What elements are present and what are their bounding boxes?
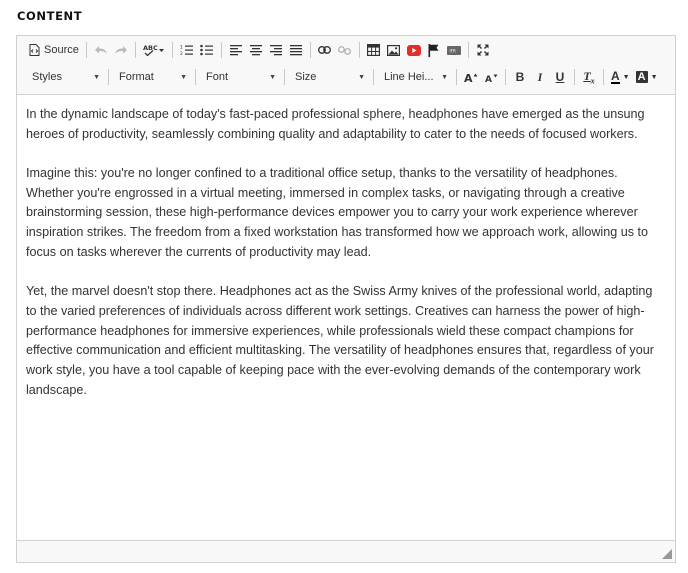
increase-font-icon bbox=[464, 72, 478, 83]
toolbar-separator bbox=[468, 42, 469, 58]
align-right-icon bbox=[270, 45, 282, 56]
maximize-button[interactable] bbox=[473, 39, 493, 61]
toolbar-separator bbox=[456, 69, 457, 85]
chevron-down-icon: ▼ bbox=[441, 73, 448, 81]
image-button[interactable] bbox=[384, 39, 404, 61]
toolbar-separator bbox=[284, 69, 285, 85]
background-color-icon bbox=[636, 71, 648, 83]
align-center-icon bbox=[250, 45, 262, 56]
svg-text:IFR: IFR bbox=[449, 47, 456, 53]
decrease-font-icon bbox=[485, 72, 498, 83]
text-color-label: A bbox=[611, 69, 620, 83]
spellcheck-button[interactable] bbox=[140, 39, 168, 61]
chevron-down-icon: ▼ bbox=[93, 73, 100, 81]
undo-button[interactable] bbox=[91, 39, 111, 61]
rich-text-editor bbox=[16, 35, 676, 563]
toolbar-separator bbox=[195, 69, 196, 85]
youtube-button[interactable] bbox=[404, 39, 424, 61]
align-right-button[interactable] bbox=[266, 39, 286, 61]
remove-format-label: T bbox=[583, 68, 591, 83]
source-label: Source bbox=[44, 44, 79, 56]
styles-dropdown-label: Styles bbox=[32, 71, 62, 83]
toolbar-separator bbox=[221, 42, 222, 58]
svg-text:A: A bbox=[484, 74, 492, 83]
maximize-icon bbox=[477, 44, 489, 56]
image-icon bbox=[387, 45, 400, 56]
format-dropdown-label: Format bbox=[119, 71, 154, 83]
bold-label: B bbox=[515, 70, 525, 84]
content-paragraph: In the dynamic landscape of today's fast-paced professional sphere, headphones have emerged as the unsung heroes of productivity, seamlessly combining quality and adaptability to cater to the needs of focused workers. bbox=[26, 107, 645, 141]
align-left-button[interactable] bbox=[226, 39, 246, 61]
iframe-button[interactable] bbox=[444, 39, 464, 61]
table-icon bbox=[367, 44, 380, 56]
numbered-list-icon bbox=[180, 44, 193, 56]
remove-format-icon bbox=[583, 69, 594, 85]
toolbar-separator bbox=[359, 42, 360, 58]
chevron-down-icon: ▼ bbox=[358, 73, 365, 81]
svg-text:ABC: ABC bbox=[142, 44, 158, 52]
bulleted-list-button[interactable] bbox=[197, 39, 217, 61]
styles-dropdown[interactable] bbox=[26, 66, 104, 88]
toolbar-separator bbox=[505, 69, 506, 85]
editor-content-area[interactable] bbox=[17, 96, 675, 539]
section-label: CONTENT bbox=[17, 9, 83, 23]
line-height-dropdown-label: Line Hei... bbox=[384, 71, 434, 83]
format-dropdown[interactable] bbox=[113, 66, 191, 88]
italic-label: I bbox=[537, 69, 543, 84]
align-left-icon bbox=[230, 45, 242, 56]
editor-toolbar bbox=[17, 36, 675, 95]
editor-status-bar bbox=[17, 540, 675, 562]
bold-button[interactable] bbox=[510, 66, 530, 88]
redo-button[interactable] bbox=[111, 39, 131, 61]
unlink-icon bbox=[338, 46, 351, 55]
toolbar-separator bbox=[135, 42, 136, 58]
svg-text:2: 2 bbox=[180, 52, 184, 56]
iframe-icon bbox=[447, 46, 461, 55]
text-color-icon bbox=[611, 70, 620, 84]
decrease-font-button[interactable] bbox=[481, 66, 501, 88]
chevron-down-icon: ▼ bbox=[650, 73, 658, 81]
table-button[interactable] bbox=[364, 39, 384, 61]
youtube-icon bbox=[407, 45, 421, 56]
justify-icon bbox=[290, 45, 302, 56]
numbered-list-button[interactable] bbox=[177, 39, 197, 61]
toolbar-separator bbox=[108, 69, 109, 85]
content-paragraph: Yet, the marvel doesn't stop there. Headphones act as the Swiss Army knives of the professional world, adapting to the varied preferences of individuals across different work settings. Creatives can harness the power of high-performance headphones for immersive experiences, while professionals wield these compact champions for effective communication and efficient multitasking. The versatility of headphones ensures that, regardless of your work style, you have a tool capable of keeping pace with the ever-evolving demands of the contemporary work landscape. bbox=[26, 284, 654, 397]
toolbar-row-2 bbox=[26, 65, 661, 89]
remove-format-sub: x bbox=[590, 76, 595, 86]
flag-icon bbox=[428, 44, 439, 57]
toolbar-separator bbox=[310, 42, 311, 58]
toolbar-separator bbox=[373, 69, 374, 85]
underline-button[interactable] bbox=[550, 66, 570, 88]
resize-handle-icon[interactable] bbox=[662, 549, 672, 559]
font-dropdown-label: Font bbox=[206, 71, 229, 83]
content-paragraph: Imagine this: you're no longer confined to a traditional office setup, thanks to the versatility of headphones. Whether you're engrossed in a virtual meeting, immersed in complex tasks, or navigating through a creative brainstorming session, these high-performance devices empower you to carry your work experience wherever inspiration strikes. The freedom from a fixed workstation has transformed how we approach work, allowing us to focus on tasks wherever the currents of productivity may lead. bbox=[26, 166, 649, 259]
svg-text:A: A bbox=[464, 71, 473, 83]
spellcheck-icon bbox=[143, 44, 165, 56]
source-icon bbox=[29, 44, 40, 56]
link-button[interactable] bbox=[315, 39, 335, 61]
undo-icon bbox=[94, 45, 108, 55]
align-center-button[interactable] bbox=[246, 39, 266, 61]
justify-button[interactable] bbox=[286, 39, 306, 61]
link-icon bbox=[318, 46, 331, 54]
increase-font-button[interactable] bbox=[461, 66, 481, 88]
redo-icon bbox=[114, 45, 128, 55]
chevron-down-icon: ▼ bbox=[622, 73, 630, 81]
text-color-button[interactable] bbox=[608, 66, 633, 88]
unlink-button[interactable] bbox=[335, 39, 355, 61]
size-dropdown[interactable] bbox=[289, 66, 369, 88]
line-height-dropdown[interactable] bbox=[378, 66, 452, 88]
svg-text:1: 1 bbox=[180, 45, 184, 51]
chevron-down-icon: ▼ bbox=[180, 73, 187, 81]
background-color-label: A bbox=[637, 71, 646, 83]
font-dropdown[interactable] bbox=[200, 66, 280, 88]
size-dropdown-label: Size bbox=[295, 71, 317, 83]
italic-button[interactable] bbox=[530, 66, 550, 88]
remove-format-button[interactable] bbox=[579, 66, 599, 88]
flag-button[interactable] bbox=[424, 39, 444, 61]
toolbar-separator bbox=[172, 42, 173, 58]
chevron-down-icon: ▼ bbox=[269, 73, 276, 81]
toolbar-separator bbox=[603, 69, 604, 85]
toolbar-separator bbox=[86, 42, 87, 58]
background-color-button[interactable] bbox=[633, 66, 661, 88]
toolbar-row-1 bbox=[26, 38, 493, 62]
underline-label: U bbox=[555, 70, 565, 84]
bulleted-list-icon bbox=[200, 44, 213, 56]
toolbar-separator bbox=[574, 69, 575, 85]
source-button[interactable] bbox=[26, 39, 82, 61]
